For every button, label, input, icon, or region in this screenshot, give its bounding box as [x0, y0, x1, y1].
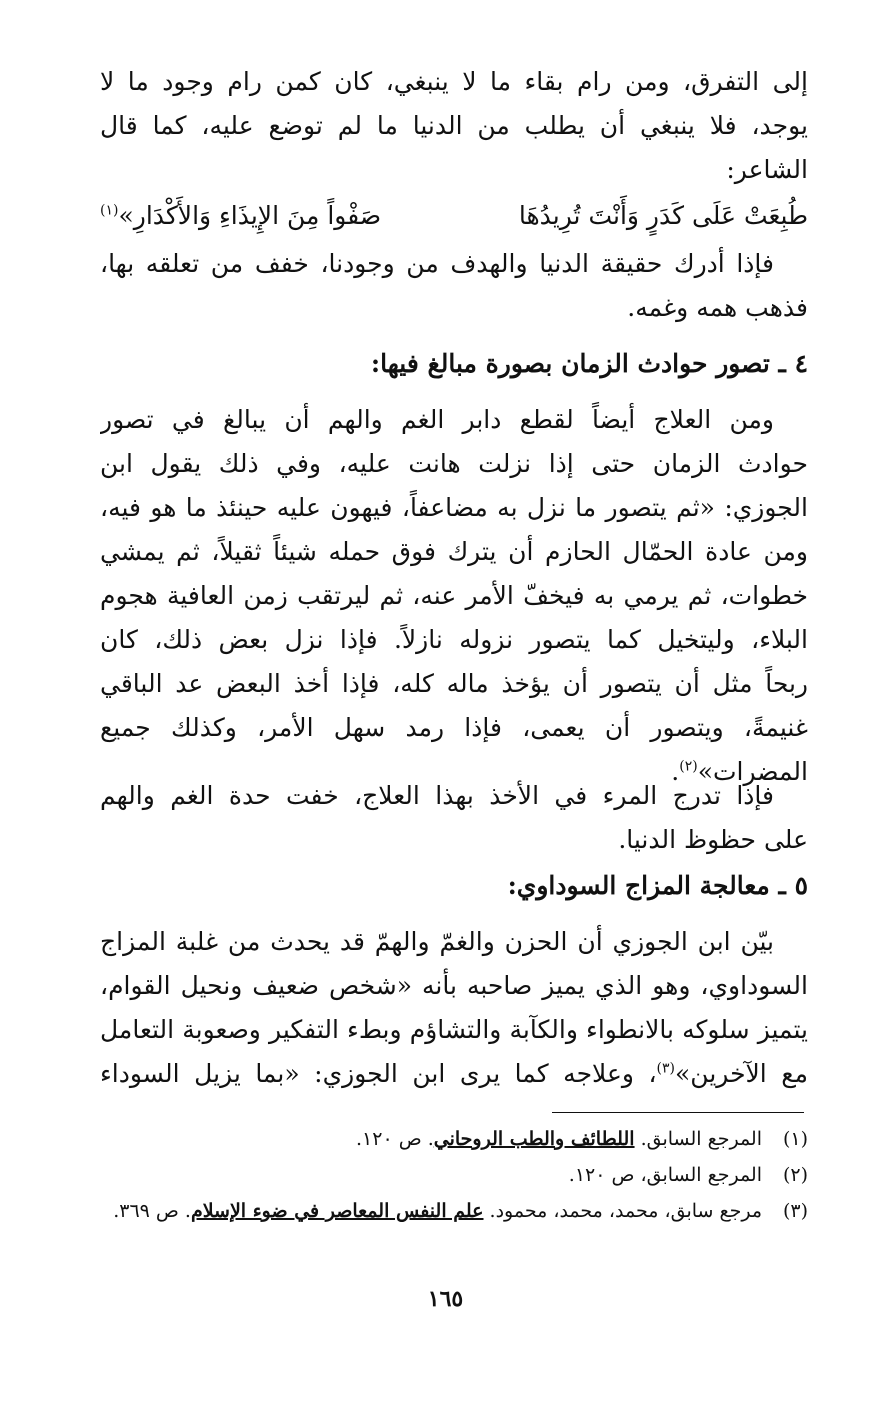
- text-line-last: مع الآخرين»$^{(٣)}$، وعلاجه كما يرى ابن الجوزي: «بما يزيل السوداء: [100, 1059, 808, 1088]
- footnote-ref: (٣): [656, 1060, 676, 1077]
- text-line: البلاء، وليتخيل كما يتصور نزوله نازلاً. فإذا نزل بعض ذلك، كان: [100, 625, 808, 654]
- text-line: فإذا تدرج المرء في الأخذ بهذا العلاج، خفت حدة الغم والهم: [100, 781, 774, 810]
- footnote-1: (١)المرجع السابق. اللطائف والطب الروحاني. ص ١٢٠.: [100, 1124, 808, 1154]
- text-line: غنيمةً، ويتصور أن يعمى، فإذا رمد سهل الأمر، وكذلك جميع: [100, 713, 808, 742]
- text-line: فإذا أدرك حقيقة الدنيا والهدف من وجودنا، خفف من تعلقه بها،: [100, 249, 774, 278]
- text-line: يوجد، فلا ينبغي أن يطلب من الدنيا ما لم توضع عليه، كما قال: [100, 111, 808, 140]
- page-number: ١٦٥: [427, 1286, 464, 1312]
- footnote-separator: [552, 1112, 804, 1113]
- footnote-number: (٣): [782, 1200, 808, 1222]
- text-line: فذهب همه وغمه.: [627, 293, 808, 322]
- text-line: إلى التفرق، ومن رام بقاء ما لا ينبغي، كان كمن رام وجود ما لا: [100, 67, 808, 96]
- footnote-2: (٢)المرجع السابق، ص ١٢٠.: [100, 1160, 808, 1190]
- paragraph-gradual: [100, 774, 808, 862]
- text-line-last: المضرات»$^{(٢)}$.: [671, 757, 808, 786]
- text-line: ومن العلاج أيضاً لقطع دابر الغم والهم أن يبالغ في تصور: [100, 405, 774, 434]
- verse-hemistich-second: صَفْواً مِنَ الإِيذَاءِ وَالأَكْدَارِ»$^{(١)}$: [100, 201, 382, 230]
- footnote-ref: (٢): [679, 758, 698, 775]
- text-line: بيّن ابن الجوزي أن الحزن والغمّ والهمّ قد يحدث من غلبة المزاج: [100, 927, 774, 956]
- text-line: ومن عادة الحمّال الحازم أن يترك فوق حمله شيئاً ثقيلاً، ثم يمشي: [100, 537, 808, 566]
- text-line: الجوزي: «ثم يتصور ما نزل به مضاعفاً، فيهون عليه حينئذ ما هو فيه،: [100, 493, 808, 522]
- text-line: حوادث الزمان حتى إذا نزلت هانت عليه، وفي ذلك يقول ابن: [100, 449, 808, 478]
- footnote-title: علم النفس المعاصر في ضوء الإسلام: [190, 1200, 484, 1222]
- text-line: الشاعر:: [726, 155, 808, 184]
- footnote-number: (٢): [782, 1164, 808, 1186]
- poetry-verse: [100, 192, 808, 240]
- text-line: على حظوظ الدنيا.: [618, 825, 808, 854]
- paragraph-melancholic: [100, 920, 808, 1096]
- footnote-3: (٣)مرجع سابق، محمد، محمد، محمود. علم النفس المعاصر في ضوء الإسلام. ص ٣٦٩.: [100, 1196, 808, 1226]
- paragraph-exaggeration: [100, 398, 808, 794]
- footnote-title: اللطائف والطب الروحاني: [433, 1128, 635, 1150]
- text-line: السوداوي، وهو الذي يميز صاحبه بأنه «شخص ضعيف ونحيل القوام،: [100, 971, 808, 1000]
- footnote-number: (١): [782, 1128, 808, 1150]
- text-line: خطوات، ثم يرمي به فيخفّ الأمر عنه، ثم ليرتقب زمن العافية هجوم: [100, 581, 808, 610]
- section-heading-5: ٥ ـ معالجة المزاج السوداوي:: [507, 871, 808, 900]
- section-heading-4: ٤ ـ تصور حوادث الزمان بصورة مبالغ فيها:: [370, 349, 808, 378]
- verse-hemistich-first: طُبِعَتْ عَلَى كَدَرٍ وَأَنْتَ تُرِيدُهَا: [518, 201, 808, 230]
- paragraph-reality: [100, 242, 808, 330]
- text-line: ربحاً مثل أن يتصور أن يؤخذ ماله كله، فإذا أخذ البعض عد الباقي: [100, 669, 808, 698]
- footnote-ref: (١): [100, 202, 119, 219]
- text-line: يتميز سلوكه بالانطواء والكآبة والتشاؤم وبطء التفكير وصعوبة التعامل: [100, 1015, 808, 1044]
- paragraph-intro: [100, 60, 808, 192]
